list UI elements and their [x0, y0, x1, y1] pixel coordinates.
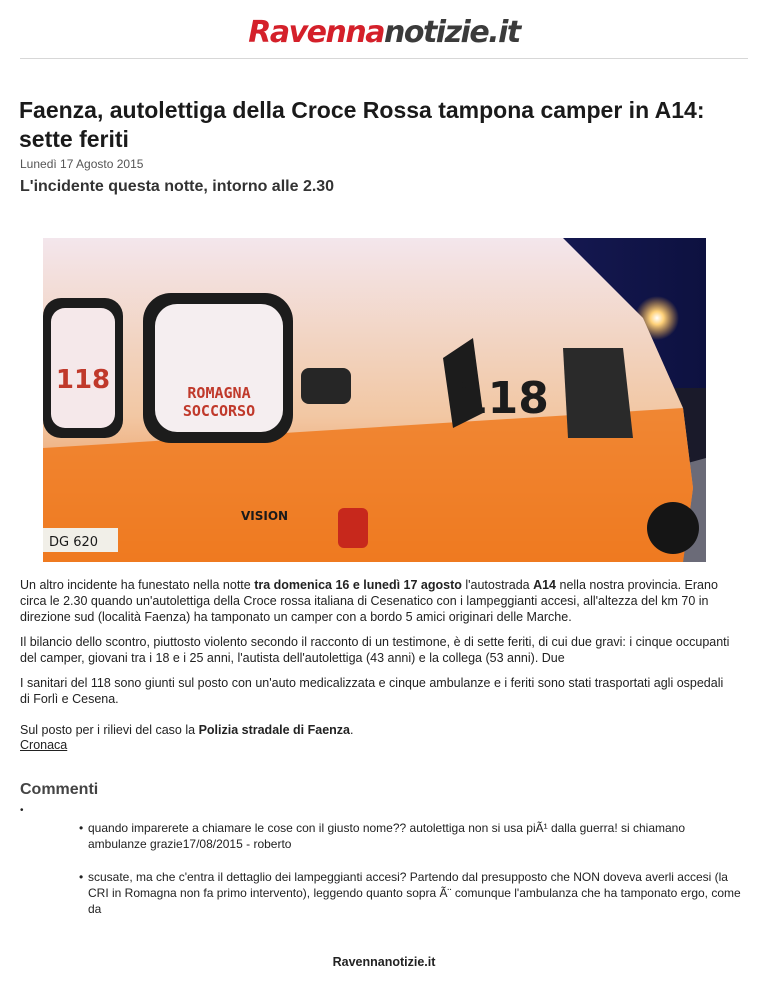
category-link[interactable]: Cronaca — [20, 738, 68, 752]
article-paragraph-2: Il bilancio dello scontro, piuttosto violento secondo il racconto di un testimone, è di sette feriti, di cui due gravi: i cinque occupanti del camper, giovani tra i 18 e i 25 anni, l'autista dell'autolettiga (43 anni) e la collega (53 anni). Due — [20, 635, 730, 665]
van-plate: DG 620 — [49, 535, 99, 550]
van-logo-118-side: 118 — [457, 373, 549, 424]
logo-part-notizie: notizie.it — [384, 15, 520, 50]
comment-item — [79, 820, 744, 852]
van-text-romagna: ROMAGNA — [187, 384, 251, 402]
article-paragraph-3: I sanitari del 118 sono giunti sul posto con un'auto medicalizzata e cinque ambulanze e i feriti sono stati trasportati agli ospedali di Forlì e Cesena. — [20, 676, 724, 706]
article-subtitle: L'incidente questa notte, intorno alle 2.30 — [20, 178, 335, 195]
bold-date-range: tra domenica 16 e lunedì 17 agosto — [254, 578, 462, 592]
van-brand-vision: VISION — [241, 509, 289, 523]
header-divider — [20, 58, 748, 59]
article-title: Faenza, autolettiga della Croce Rossa tampona camper in A14: sette feriti — [19, 97, 705, 152]
bold-police: Polizia stradale di Faenza — [198, 723, 351, 737]
van-text-soccorso: SOCCORSO — [182, 402, 256, 420]
comments-list-bullet: • — [20, 805, 24, 816]
article-paragraph-4: Sul posto per i rilievi del caso la Polizia stradale di Faenza. — [20, 723, 354, 737]
bold-highway: A14 — [533, 578, 557, 592]
article-date: Lunedì 17 Agosto 2015 — [20, 157, 144, 171]
van-logo-118-rear: 118 — [55, 365, 111, 395]
comment-item — [79, 869, 744, 917]
comment-text: quando imparerete a chiamare le cose con il giusto nome?? autolettiga non si usa piÃ¹ dalla guerra! si chiamano ambulanze grazie17/08/2015 - roberto — [88, 821, 686, 851]
comment-text: scusate, ma che c'entra il dettaglio dei lampeggianti accesi? Partendo dal presupposto che NON doveva averli accesi (la CRI in Romagna non fa primo intervento), leggendo quanto sopra Ã¨ comunque l'ambulanza che ha tamponato ergo, come da — [88, 870, 741, 916]
comments-heading: Commenti — [20, 781, 99, 798]
article-paragraph-1: Un altro incidente ha funestato nella notte tra domenica 16 e lunedì 17 agosto l'autostrada A14 nella nostra provincia. Erano circa le 2.30 quando un'autolettiga della Croce rossa italiana di Cesenatico con i lampeggianti accesi, all'altezza del km 70 in direzione sud (località Faenza) ha tamponato un camper con a bordo 5 amici originari delle Marche. — [20, 578, 718, 624]
comment-bullet: • — [79, 870, 84, 884]
footer-site-name: Ravennanotizie.it — [332, 955, 436, 969]
article-photo — [43, 238, 706, 562]
comment-bullet: • — [79, 821, 84, 835]
site-logo[interactable] — [0, 14, 768, 52]
site-header — [0, 0, 768, 58]
logo-part-ravenna: Ravenna — [248, 15, 384, 50]
